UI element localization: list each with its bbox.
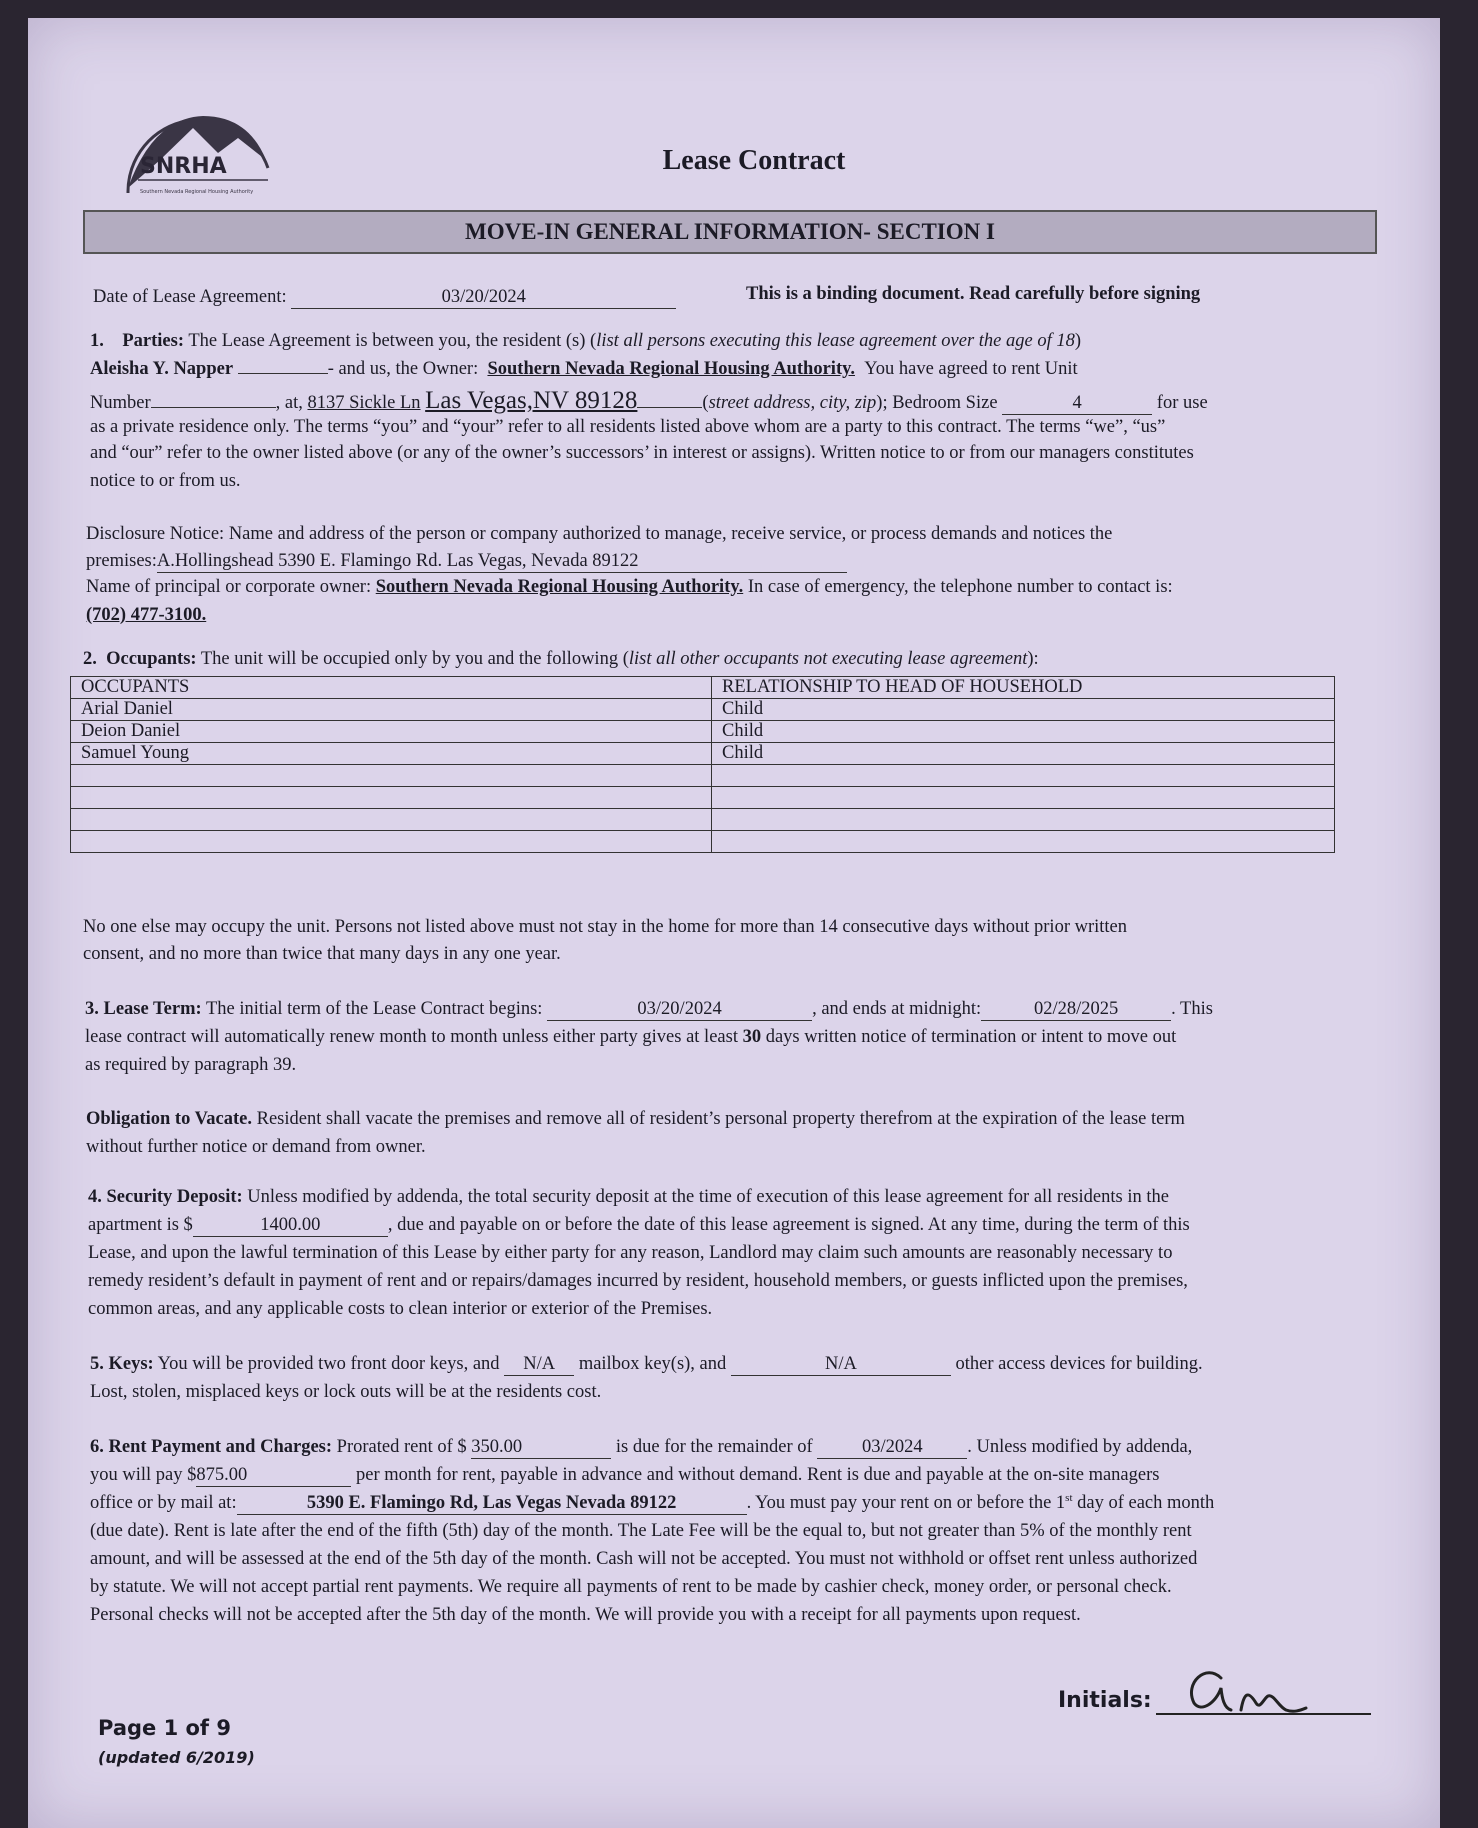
monthly-rent: 875.00 [196,1464,351,1487]
ordinal-st: st [1065,1492,1073,1504]
parties-line-4: as a private residence only. The terms “you” and “your” refer to all residents listed above whom are a party to this contract. The terms “we”, “us” [90,417,1166,437]
occupants-italic: list all other occupants not executing lease agreement [628,649,1028,669]
rent-due-text: . You must pay your rent on or before the 1 [746,1493,1066,1514]
city-zip: Las Vegas,NV 89128 [425,387,638,414]
rent-line-3 [90,1492,1214,1515]
deposit-apt-label: apartment is $ [88,1215,193,1235]
occupant-relationship [712,831,1335,853]
owner-name: Southern Nevada Regional Housing Authority. [487,359,855,379]
rent-line-6: by statute. We will not accept partial rent payments. We require all payments of rent to be made by cashier check, money order, or personal check. [90,1577,1172,1597]
binding-warning: This is a binding document. Read carefully before signing [746,284,1201,304]
rent-addenda-text: . Unless modified by addenda, [967,1437,1193,1457]
deposit-amount: 1400.00 [193,1214,388,1237]
resident-name: Aleisha Y. Napper [90,359,234,379]
disclosure-line-3 [86,576,1173,598]
page-number: Page 1 of 9 [98,1716,231,1740]
vacate-line-1 [86,1108,1185,1130]
owner-text: - and us, the Owner: [327,359,479,379]
remainder-text: is due for the remainder of [615,1437,813,1457]
table-row [71,831,1335,853]
deposit-number: 4. [88,1187,102,1207]
document-page [28,18,1440,1828]
document-title: Lease Contract [662,145,846,176]
parties-intro: The Lease Agreement is between you, the resident (s) ( [188,331,597,351]
table-row [71,743,1335,765]
deposit-line-3: Lease, and upon the lawful termination of this Lease by either party for any reason, Landlord may claim such amounts are reasonably necessary to [88,1243,1173,1263]
deposit-heading: Security Deposit: [106,1187,243,1207]
bedroom-size: 4 [1002,392,1152,415]
table-row [71,721,1335,743]
bedroom-label: ); Bedroom Size [876,393,998,413]
initials-label: Initials: [1058,1688,1152,1713]
rent-unit-text: You have agreed to rent Unit [864,359,1078,379]
table-row [71,699,1335,721]
rent-line-2 [90,1464,1159,1487]
deposit-line-4: remedy resident’s default in payment of rent and or repairs/damages incurred by resident, household members, or guests inflicted upon the premises, [88,1271,1188,1291]
keys-number: 5. [90,1354,104,1374]
prorated-rent: 350.00 [471,1436,611,1459]
deposit-due-text: , due and payable on or before the date of this lease agreement is signed. At any time, during the term of this [387,1215,1190,1235]
table-row [71,787,1335,809]
occupants-col-header: OCCUPANTS [71,677,712,699]
keys-text-2: mailbox key(s), and [578,1354,727,1374]
term-this: . This [1171,999,1213,1019]
deposit-line-2 [88,1214,1190,1237]
keys-text-3: other access devices for building. [955,1354,1203,1374]
updated-date: (updated 6/2019) [98,1748,255,1767]
emergency-phone: (702) 477-3100. [86,605,207,625]
other-access-devices: N/A [731,1353,951,1376]
disclosure-line-2 [86,550,847,573]
term-ends-text: , and ends at midnight: [812,999,982,1019]
occupancy-rule-2: consent, and no more than twice that many days in any one year. [83,944,561,964]
at-text: , at, [275,393,303,413]
occupant-name: Arial Daniel [71,699,712,721]
lease-term-line-1 [85,998,1213,1021]
term-renew-text-2: days written notice of termination or intent to move out [761,1027,1177,1047]
prorated-label: Prorated rent of $ [336,1437,467,1457]
occupant-relationship [712,765,1335,787]
lease-term-line-2 [85,1026,1176,1048]
logo-text: SNRHA [140,154,227,179]
parties-heading: Parties: [122,331,185,351]
rent-line-4: (due date). Rent is late after the end of the fifth (5th) day of the month. The Late Fee will be the equal to, but not greater than 5% of the monthly rent [90,1521,1192,1541]
table-row [71,765,1335,787]
deposit-line-1 [88,1186,1169,1208]
occupant-relationship: Child [712,699,1335,721]
date-line [93,286,676,309]
premises-label: premises: [86,551,157,571]
table-row [71,809,1335,831]
occupant-name [71,765,712,787]
parties-intro-italic: list all persons executing this lease agreement over the age of 18 [596,331,1075,351]
vacate-line-2: without further notice or demand from owner. [86,1137,426,1157]
lease-end-date: 02/28/2025 [981,998,1171,1021]
parties-intro-end: ) [1074,331,1082,351]
parties-number: 1. [90,331,104,351]
principal-owner: Southern Nevada Regional Housing Authority. [375,577,744,597]
occupant-relationship: Child [712,721,1335,743]
keys-line-2: Lost, stolen, misplaced keys or lock outs will be at the residents cost. [90,1382,602,1402]
occupant-relationship [712,809,1335,831]
principal-owner-label: Name of principal or corporate owner: [86,577,372,597]
term-renew-text: lease contract will automatically renew month to month unless either party gives at least [85,1027,743,1047]
notice-days: 30 [742,1027,762,1047]
occupants-number: 2. [83,649,97,669]
occupant-relationship: Child [712,743,1335,765]
occupants-table [70,676,1335,853]
rent-due-text-2: day of each month [1072,1493,1215,1514]
occupants-heading-line [83,648,1039,670]
keys-heading: Keys: [108,1354,154,1374]
term-text: The initial term of the Lease Contract begins: [205,999,543,1019]
rent-line-5: amount, and will be assessed at the end of the 5th day of the month. Cash will not be accepted. You must not withhold or offset rent unless authorized [90,1549,1198,1569]
rent-line-1 [90,1436,1192,1459]
initials-signature [1176,1658,1326,1718]
mailing-address: 5390 E. Flamingo Rd, Las Vegas Nevada 89122 [237,1492,747,1515]
mailbox-keys: N/A [504,1353,574,1376]
emergency-text: In case of emergency, the telephone number to contact is: [747,577,1173,597]
occupant-name [71,809,712,831]
occupant-name [71,787,712,809]
table-header-row [71,677,1335,699]
deposit-line-5: common areas, and any applicable costs to clean interior or exterior of the Premises. [88,1299,713,1319]
rent-payable-text: per month for rent, payable in advance and without demand. Rent is due and payable at the on-site managers [356,1465,1160,1485]
unit-number-label: Number [90,393,151,413]
deposit-text: Unless modified by addenda, the total security deposit at the time of execution of this lease agreement for all residents in the [247,1187,1169,1207]
vacate-text: Resident shall vacate the premises and remove all of resident’s personal property therefrom at the expiration of the lease term [256,1109,1185,1129]
parties-line-2 [90,358,1078,380]
office-label: office or by mail at: [90,1493,237,1514]
date-value: 03/20/2024 [291,286,676,309]
term-heading: Lease Term: [103,999,202,1019]
parties-line-1 [90,330,1081,352]
parties-line-3: Number , at, 8137 Sickle Ln Las Vegas,NV 89128 (street address, city, zip); Bedroom Size 4 for use [90,387,1208,414]
date-label: Date of Lease Agreement: [93,287,287,307]
occupants-text: The unit will be occupied only by you and the following ( [200,649,629,669]
rent-heading: Rent Payment and Charges: [108,1437,333,1457]
occupant-name [71,831,712,853]
section-header: MOVE-IN GENERAL INFORMATION- SECTION I [83,210,1377,254]
parties-line-5: and “our” refer to the owner listed above (or any of the owner’s successors’ in interest or assigns). Written notice to or from our managers constitutes [90,443,1194,463]
disclosure-line-1: Disclosure Notice: Name and address of the person or company authorized to manage, receive service, or process demands and notices the [86,524,1113,544]
keys-line-1 [90,1353,1203,1376]
occupants-end: ): [1027,649,1039,669]
occupants-heading: Occupants: [106,649,197,669]
occupant-name: Samuel Young [71,743,712,765]
logo-tagline: Southern Nevada Regional Housing Authority [140,189,254,195]
keys-text: You will be provided two front door keys, and [157,1354,500,1374]
for-use-text: for use [1156,393,1208,413]
monthly-rent-label: you will pay $ [90,1465,197,1485]
lease-term-line-3: as required by paragraph 39. [85,1055,297,1075]
address-hint: street address, city, zip [708,393,877,413]
prorated-month: 03/2024 [817,1436,967,1459]
occupant-relationship [712,787,1335,809]
rent-line-7: Personal checks will not be accepted after the 5th day of the month. We will provide you with a receipt for all payments upon request. [90,1605,1081,1625]
parties-line-6: notice to or from us. [90,471,241,491]
premises-value: A.Hollingshead 5390 E. Flamingo Rd. Las Vegas, Nevada 89122 [157,550,847,573]
relationship-col-header: RELATIONSHIP TO HEAD OF HOUSEHOLD [712,677,1335,699]
occupant-name: Deion Daniel [71,721,712,743]
term-number: 3. [85,999,99,1019]
street-address: 8137 Sickle Ln [307,393,421,413]
occupancy-rule-1: No one else may occupy the unit. Persons not listed above must not stay in the home for more than 14 consecutive days without prior written [83,917,1128,937]
rent-number: 6. [90,1437,104,1457]
lease-begin-date: 03/20/2024 [547,998,812,1021]
vacate-heading: Obligation to Vacate. [86,1109,252,1129]
